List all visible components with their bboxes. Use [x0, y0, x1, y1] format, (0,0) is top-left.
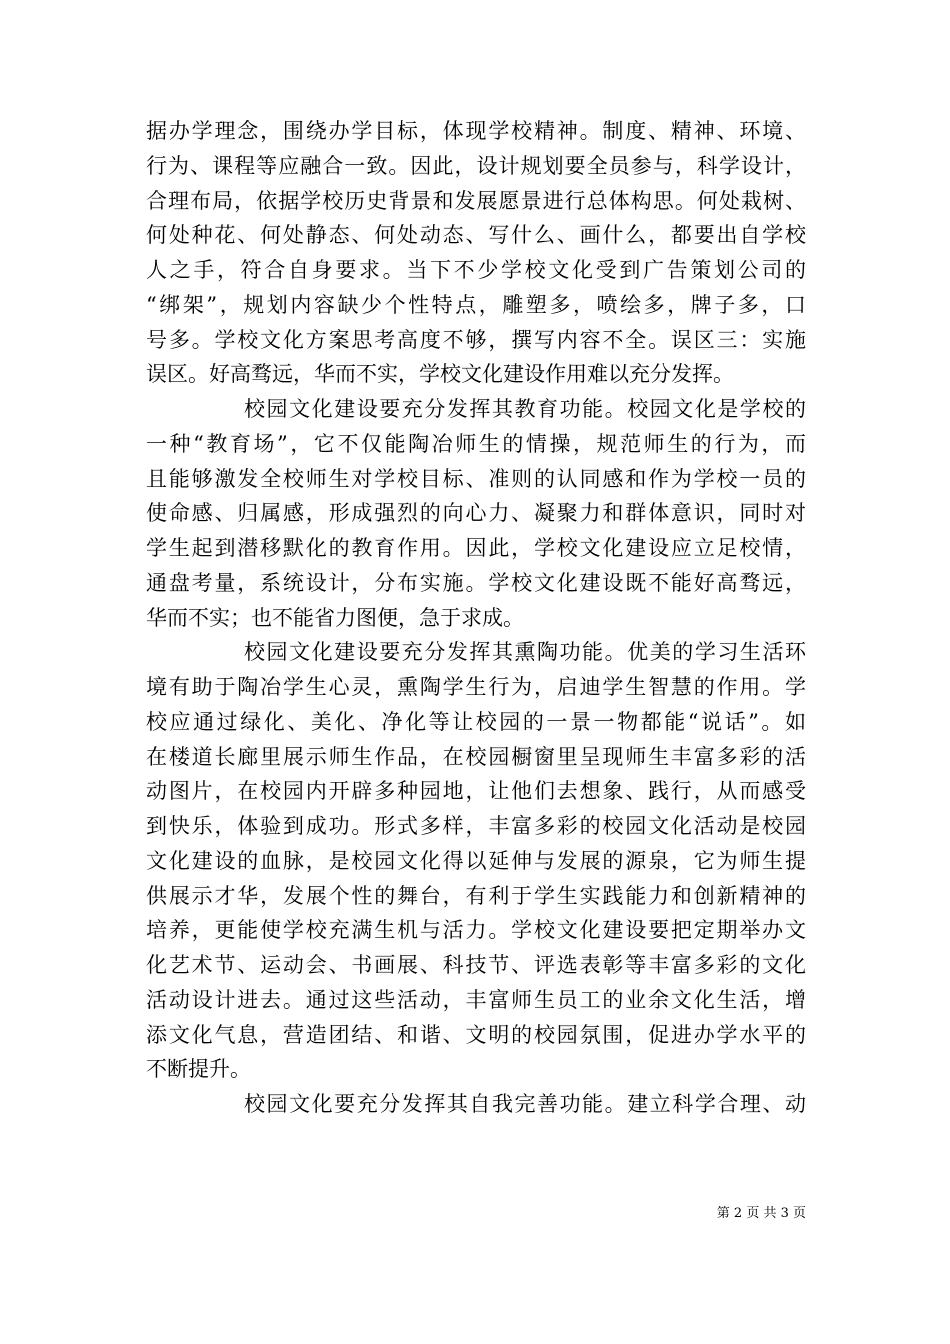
text-line: 在楼道长廊里展示师生作品，在校园橱窗里呈现师生丰富多彩的活: [146, 744, 806, 769]
text-line: 号多。学校文化方案思考高度不够，撰写内容不全。误区三：实施: [146, 327, 806, 352]
text-line: 一种“教育场”，它不仅能陶冶师生的情操，规范师生的行为，而: [146, 431, 806, 456]
text-line: 华而不实；也不能省力图便，急于求成。: [146, 605, 524, 630]
paragraph: [146, 392, 806, 635]
text-line: 人之手，符合自身要求。当下不少学校文化受到广告策划公司的: [146, 258, 806, 282]
text-line: 合理布局，依据学校历史背景和发展愿景进行总体构思。何处栽树、: [146, 188, 806, 213]
text-line: 行为、课程等应融合一致。因此，设计规划要全员参与，科学设计，: [146, 153, 806, 178]
text-line: 校应通过绿化、美化、净化等让校园的一景一物都能“说话”。如: [146, 709, 806, 734]
text-line: 校园文化建设要充分发挥其教育功能。校园文化是学校的: [244, 397, 806, 421]
text-line: 文化建设的血脉，是校园文化得以延伸与发展的源泉，它为师生提: [146, 848, 806, 873]
text-line: 学生起到潜移默化的教育作用。因此，学校文化建设应立足校情，: [146, 536, 806, 560]
text-line: 校园文化要充分发挥其自我完善功能。建立科学合理、动: [244, 1092, 806, 1116]
text-line: “绑架”，规划内容缺少个性特点，雕塑多，喷绘多，牌子多，口: [146, 292, 806, 317]
text-line: 化艺术节、运动会、书画展、科技节、评选表彰等丰富多彩的文化: [146, 953, 806, 977]
paragraph: [146, 114, 806, 392]
text-line: 供展示才华，发展个性的舞台，有利于学生实践能力和创新精神的: [146, 883, 806, 908]
text-line: 通盘考量，系统设计，分布实施。学校文化建设既不能好高骛远，: [146, 570, 806, 595]
text-line: 校园文化建设要充分发挥其熏陶功能。优美的学习生活环: [244, 640, 806, 665]
text-line: 动图片，在校园内开辟多种园地，让他们去想象、践行，从而感受: [146, 779, 806, 804]
text-line: 误区。好高骛远，华而不实，学校文化建设作用难以充分发挥。: [146, 362, 734, 387]
paragraph: [146, 1087, 806, 1122]
text-line: 到快乐，体验到成功。形式多样，丰富多彩的校园文化活动是校园: [146, 814, 806, 838]
text-line: 据办学理念，围绕办学目标，体现学校精神。制度、精神、环境、: [146, 119, 806, 143]
page-number-footer: 第 2 页 共 3 页: [716, 1206, 806, 1221]
document-body: [146, 114, 806, 1122]
text-line: 使命感、归属感，形成强烈的向心力、凝聚力和群体意识，同时对: [146, 501, 806, 526]
text-line: 培养，更能使学校充满生机与活力。学校文化建设要把定期举办文: [146, 918, 806, 943]
text-line: 且能够激发全校师生对学校目标、准则的认同感和作为学校一员的: [146, 466, 806, 491]
text-line: 何处种花、何处静态、何处动态、写什么、画什么，都要出自学校: [146, 223, 806, 248]
text-line: 活动设计进去。通过这些活动，丰富师生员工的业余文化生活，增: [146, 987, 806, 1012]
text-line: 不断提升。: [146, 1057, 251, 1082]
paragraph: [146, 635, 806, 1087]
text-line: 添文化气息，营造团结、和谐、文明的校园氛围，促进办学水平的: [146, 1022, 806, 1047]
text-line: 境有助于陶冶学生心灵，熏陶学生行为，启迪学生智慧的作用。学: [146, 675, 806, 699]
